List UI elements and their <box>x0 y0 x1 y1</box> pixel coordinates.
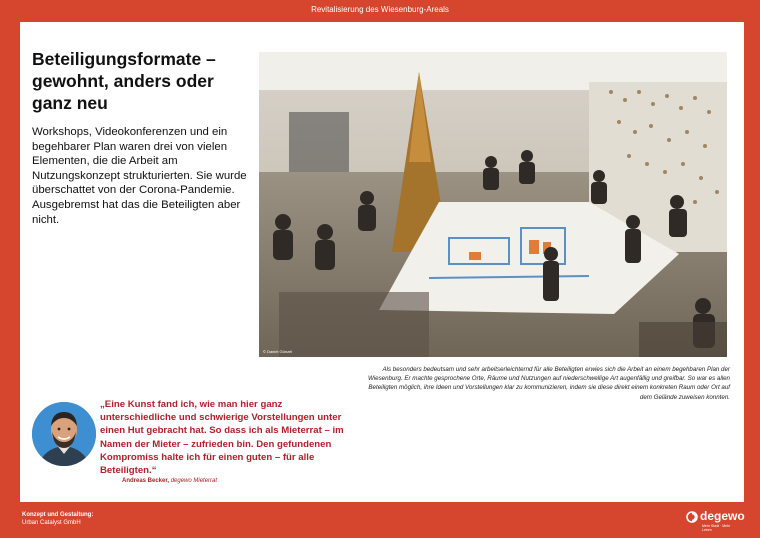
footer-credit-label: Konzept und Gestaltung: <box>22 512 94 518</box>
degewo-logo <box>686 509 745 532</box>
portrait-andreas-becker <box>32 402 96 466</box>
degewo-swirl-icon <box>686 511 698 523</box>
portrait-illustration <box>32 402 96 466</box>
page-header-title: Revitalisierung des Wiesenburg-Areals <box>311 5 449 14</box>
workshop-photo-illustration <box>259 52 727 357</box>
testimonial-quote: „Eine Kunst fand ich, wie man hier ganz unterschiedliche und schwierige Vorstellungen unter einen Hut gebracht hat. So dass ich als Mieterrat – im Namen der Mieter – zufrieden bin. Den gefundenen Kompromiss halte ich für einen guten – für alle Beteiligten.“ <box>100 399 344 477</box>
content-panel <box>20 22 744 502</box>
photo-caption: Als besonders bedeutsam und sehr arbeitserleichternd für alle Beteiligten erwies sich die Arbeit an einem begehbaren Plan der Wiesenburg. Er machte gesprochene Orte, Räume und Nutzungen auf niederschwellige Art augenfällig und greifbar. So war es allen Beteiligten möglich, ihre Ideen und Vorstellungen klar zu kommunizieren, indem sie diese direkt einem konkreten Raum oder Ort auf dem Gelände zuweisen konnten. <box>367 366 730 401</box>
article-intro: Workshops, Videokonferenzen und ein begehbarer Plan waren drei von vielen Elementen, die die Arbeit am Nutzungskonzept strukturierten. Sie wurde überschattet von der Corona-Pandemie. Ausgebremst hat das die Beteiligten aber nicht. <box>32 126 247 226</box>
footer-credit <box>22 511 93 527</box>
workshop-photo <box>259 52 727 357</box>
quote-author-role: degewo Mieterrat <box>170 478 218 484</box>
footer-credit-value: Urban Catalyst GmbH <box>22 520 81 526</box>
quote-attribution <box>122 478 217 484</box>
logo-tagline: Mehr Stadt · Mehr Leben <box>702 524 731 532</box>
photo-credit: © Daniel Günzel <box>263 349 293 354</box>
logo-wordmark: degewo <box>700 509 745 523</box>
quote-author: Andreas Becker, <box>122 478 170 484</box>
article-heading: Beteiligungsformate – gewohnt, anders oder ganz neu <box>32 49 216 113</box>
